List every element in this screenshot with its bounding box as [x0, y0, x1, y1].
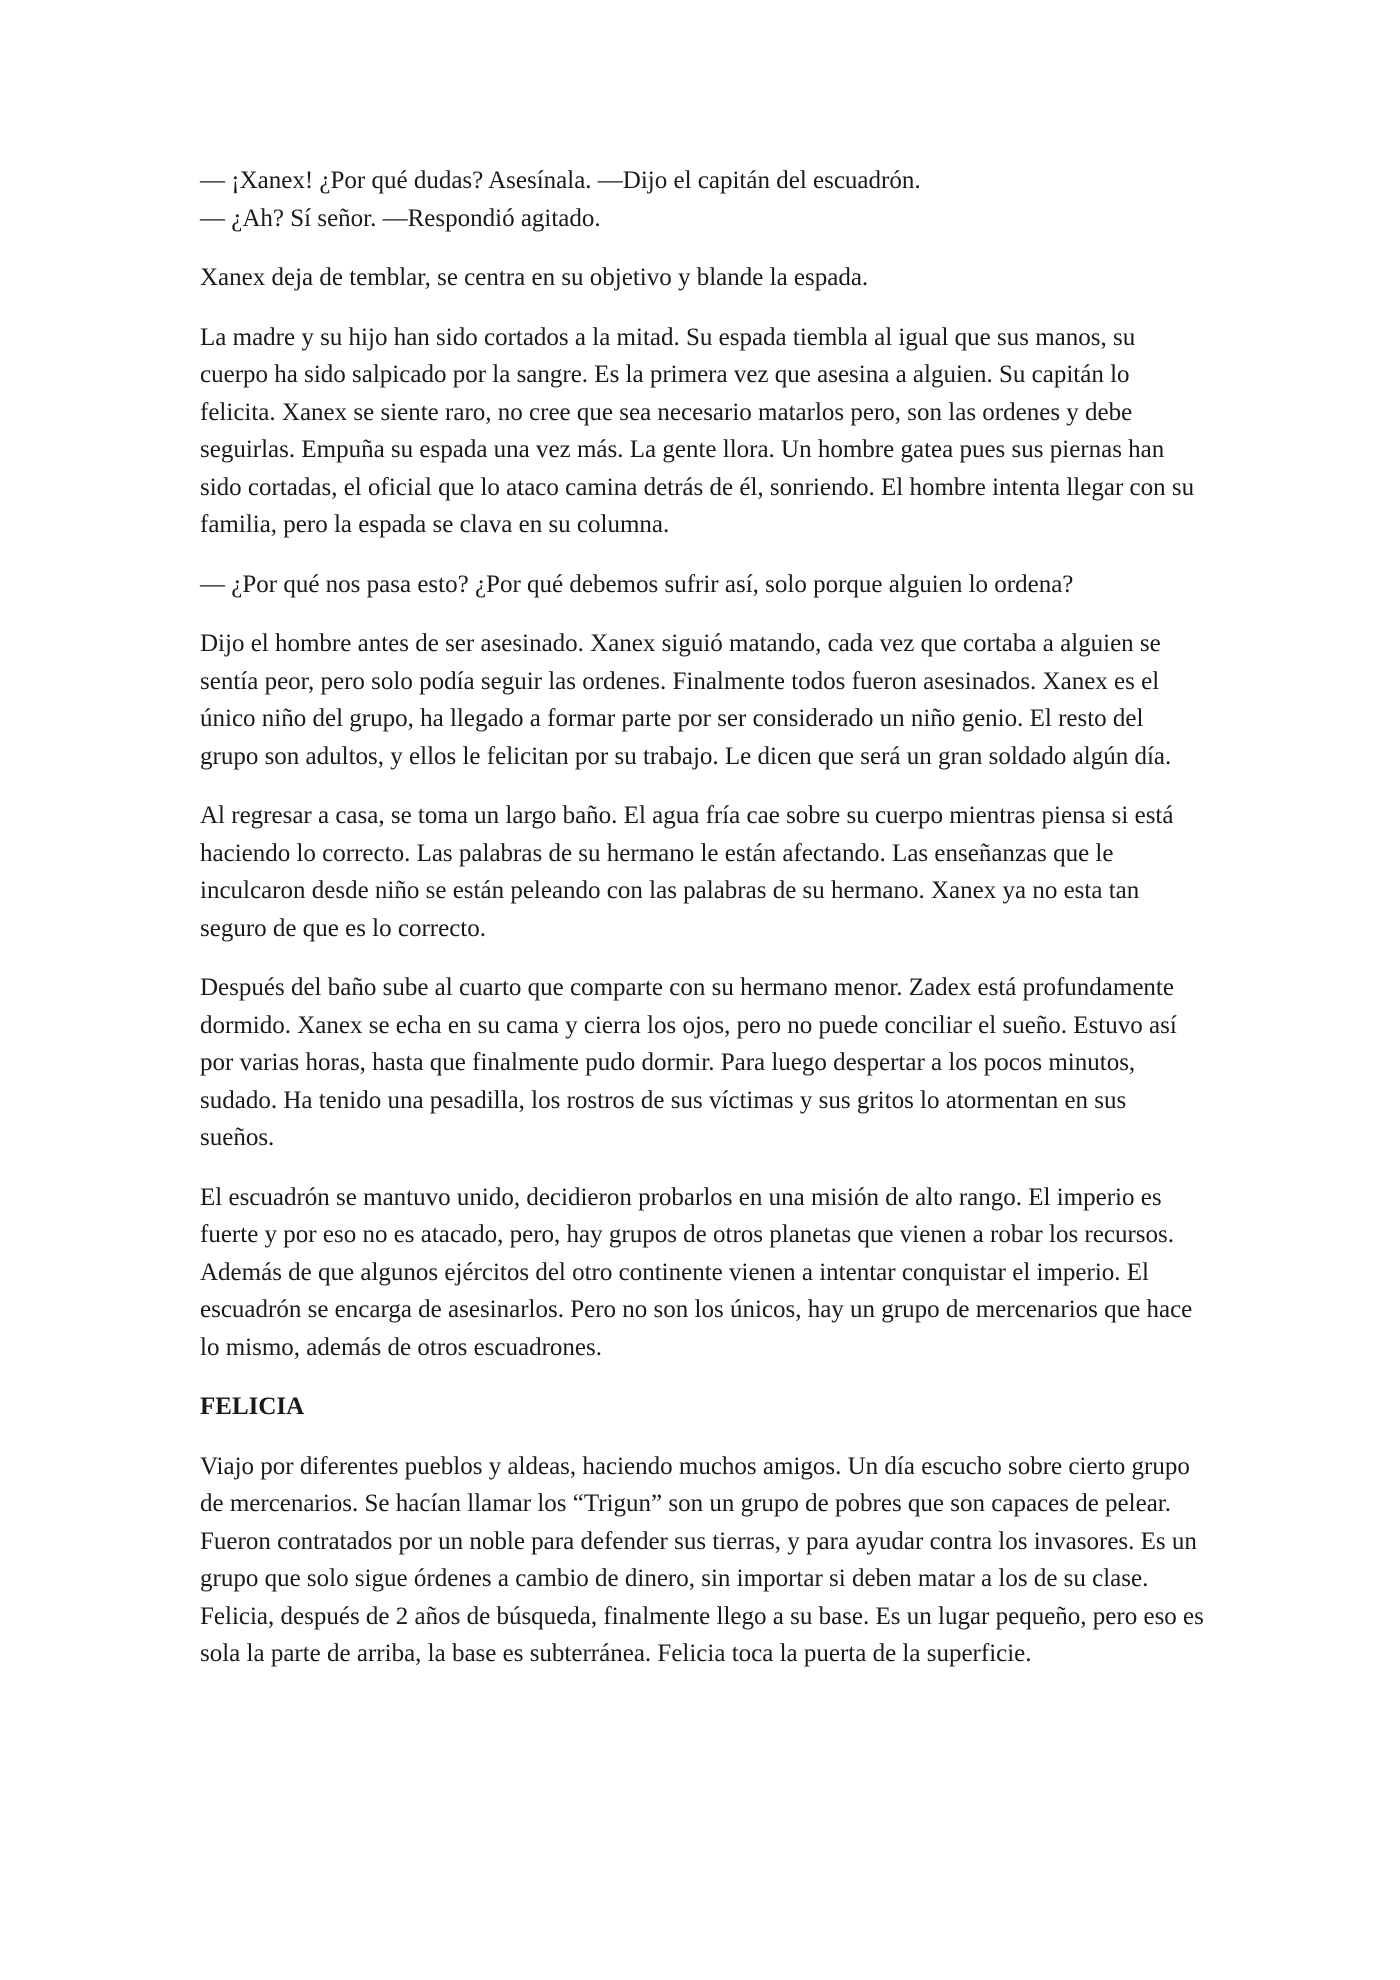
dialogue-line-xanex-reply: — ¿Ah? Sí señor. —Respondió agitado.: [200, 204, 601, 232]
paragraph-xanex-strikes: Xanex deja de temblar, se centra en su objetivo y blande la espada.: [200, 264, 869, 291]
paragraph-nightmare: Después del baño sube al cuarto que comparte con su hermano menor. Zadex está profundamente dormido. Xanex se echa en su cama y cierra los ojos, pero no puede conciliar el sueño. Estuvo así por varias horas, hasta que finalmente pudo dormir. Para luego despertar a los pocos minutos, sudado. Ha tenido una pesadilla, los rostros de sus víctimas y sus gritos lo atormentan en sus sueños.: [200, 974, 1177, 1151]
document-body: [200, 162, 1204, 1695]
paragraph-squadron: El escuadrón se mantuvo unido, decidieron probarlos en una misión de alto rango. El imperio es fuerte y por eso no es atacado, pero, hay grupos de otros planetas que vienen a robar los recursos. Además de que algunos ejércitos del otro continente vienen a intentar conquistar el imperio. El escuadrón se encarga de asesinarlos. Pero no son los únicos, hay un grupo de mercenarios que hace lo mismo, además de otros escuadrones.: [200, 1183, 1193, 1361]
paragraph-first-kill: La madre y su hijo han sido cortados a la mitad. Su espada tiembla al igual que sus manos, su cuerpo ha sido salpicado por la sangre. Es la primera vez que asesina a alguien. Su capitán lo felicita. Xanex se siente raro, no cree que sea necesario matarlos pero, son las ordenes y debe seguirlas. Empuña su espada una vez más. La gente llora. Un hombre gatea pues sus piernas han sido cortadas, el oficial que lo ataco camina detrás de él, sonriendo. El hombre intenta llegar con su familia, pero la espada se clava en su columna.: [200, 323, 1195, 538]
paragraph-man-question: — ¿Por qué nos pasa esto? ¿Por qué debemos sufrir así, solo porque alguien lo ordena?: [200, 570, 1074, 598]
opening-dialogue: [200, 162, 1204, 237]
paragraph-massacre-end: Dijo el hombre antes de ser asesinado. Xanex siguió matando, cada vez que cortaba a alguien se sentía peor, pero solo podía seguir las ordenes. Finalmente todos fueron asesinados. Xanex es el único niño del grupo, ha llegado a formar parte por ser considerado un niño genio. El resto del grupo son adultos, y ellos le felicitan por su trabajo. Le dicen que será un gran soldado algún día.: [200, 630, 1172, 770]
paragraph-felicia-journey: Viajo por diferentes pueblos y aldeas, haciendo muchos amigos. Un día escucho sobre cierto grupo de mercenarios. Se hacían llamar los “Trigun” son un grupo de pobres que son capaces de pelear. Fueron contratados por un noble para defender sus tierras, y para ayudar contra los invasores. Es un grupo que solo sigue órdenes a cambio de dinero, sin importar si deben matar a los de su clase. Felicia, después de 2 años de búsqueda, finalmente llego a su base. Es un lugar pequeño, pero eso es sola la parte de arriba, la base es subterránea. Felicia toca la puerta de la superficie.: [200, 1452, 1204, 1667]
dialogue-line-captain: — ¡Xanex! ¿Por qué dudas? Asesínala. —Dijo el capitán del escuadrón.: [200, 167, 921, 194]
paragraph-bath: Al regresar a casa, se toma un largo baño. El agua fría cae sobre su cuerpo mientras piensa si está haciendo lo correcto. Las palabras de su hermano le están afectando. Las enseñanzas que le inculcaron desde niño se están peleando con las palabras de su hermano. Xanex ya no esta tan seguro de que es lo correcto.: [200, 802, 1174, 942]
section-heading-felicia: FELICIA: [200, 1393, 305, 1420]
